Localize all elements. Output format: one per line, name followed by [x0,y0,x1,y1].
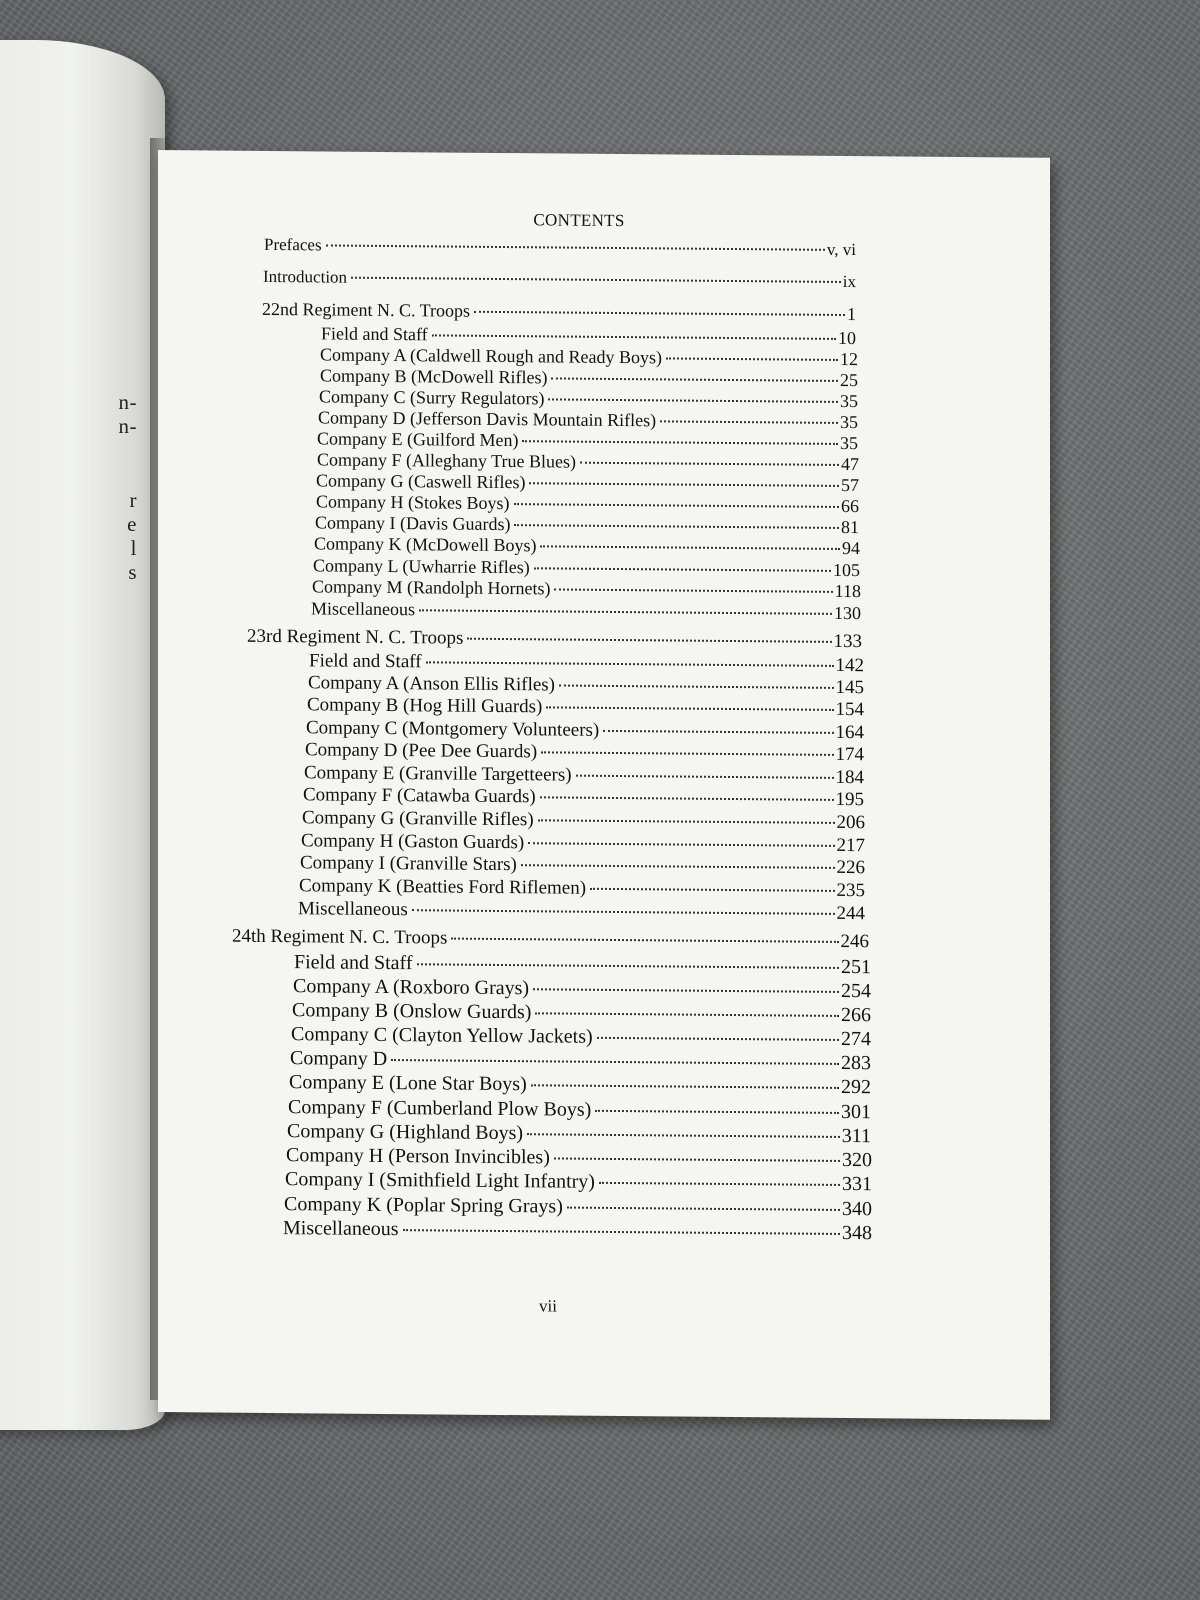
dot-leader [533,988,839,993]
toc-entry-label: Company I (Granville Stars) [300,852,517,876]
dot-leader [535,1012,839,1017]
toc-entry-label: Company F (Cumberland Plow Boys) [288,1096,592,1121]
toc-entry-label: Company H (Person Invincibles) [286,1144,550,1169]
toc-entry-label: Miscellaneous [298,898,408,921]
left-page-text: n- [118,414,137,438]
dot-leader [541,751,833,756]
toc-entry-label: Field and Staff [309,650,422,673]
toc-regiment-entry [262,299,856,325]
toc-entry-page: 320 [842,1148,872,1172]
dot-leader [391,1059,839,1065]
toc-entry-page: 340 [842,1197,872,1221]
toc-entry [283,1217,872,1245]
dot-leader [567,1207,840,1211]
toc-entry-page: 195 [835,788,864,811]
toc-section-entry [263,267,856,292]
left-page-text: n- [118,390,137,414]
toc-entry-page: 331 [842,1172,872,1196]
toc-entry-page: 164 [835,721,864,744]
dot-leader [554,588,832,592]
dot-leader [531,1084,839,1089]
toc-entry-page: 274 [841,1027,871,1051]
toc-entry-label: Company H (Stokes Boys) [316,491,510,514]
toc-entry-page: 145 [835,676,864,699]
toc-entry-page: 206 [836,811,865,834]
left-page-text: e [127,512,137,536]
dot-leader [351,277,841,283]
dot-leader [540,796,834,801]
toc-entry-label: Company K (McDowell Boys) [314,533,537,556]
toc-entry-label: Company L (Uwharrie Rifles) [313,555,530,578]
toc-entry-page: 235 [836,879,865,902]
toc-entry-label: Company I (Davis Guards) [315,512,511,535]
dot-leader [576,775,834,779]
dot-leader [451,938,838,943]
toc-entry-page: 174 [835,743,864,766]
dot-leader [603,730,833,734]
dot-leader [548,398,838,403]
toc-entry [285,1168,872,1196]
toc-entry-label: Company A (Roxboro Grays) [293,975,530,1000]
dot-leader [432,334,836,340]
toc-entry-label: 23rd Regiment N. C. Troops [247,625,464,649]
dot-leader [467,638,831,643]
dot-leader [590,888,834,892]
toc-entry-page: 311 [841,1124,871,1148]
toc-entry-label: Field and Staff [294,951,413,975]
toc-entry-label: Company D (Jefferson Davis Mountain Rifles) [318,407,657,431]
toc-entry-label: Company G (Highland Boys) [287,1120,524,1145]
toc-entry-label: Company E (Granville Targetteers) [304,762,572,786]
dot-leader [660,420,838,424]
toc-entry-page: 47 [841,453,859,475]
toc-entry-page: 25 [840,369,858,391]
dot-leader [666,357,838,361]
dot-leader [514,503,840,508]
toc-entry-page: 81 [841,516,859,538]
toc-entry-page: 254 [841,979,871,1003]
dot-leader [403,1229,840,1235]
dot-leader [529,482,839,487]
dot-leader [595,1110,839,1114]
contents-title: CONTENTS [533,210,625,231]
toc-entry-page: 266 [841,1003,871,1027]
dot-leader [527,1133,840,1138]
toc-entry-label: Company F (Catawba Guards) [303,784,536,808]
toc-entry-label: 24th Regiment N. C. Troops [232,925,448,949]
contents-page [158,150,1050,1420]
dot-leader [412,909,835,915]
toc-entry-page: 246 [840,930,869,953]
toc-entry-page: 94 [842,537,860,559]
toc-entry [289,1071,871,1099]
toc-entry-page: 1 [847,304,856,325]
toc-entry-label: Company D (Pee Dee Guards) [305,739,538,763]
toc-entry [311,598,861,624]
toc-entry-page: 226 [836,856,865,879]
toc-regiment-entry [247,626,862,653]
toc-entry-label: Company E (Guilford Men) [317,428,519,451]
dot-leader [551,377,838,382]
toc-entry-label: Company G (Granville Rifles) [302,807,534,831]
toc-entry-page: v, vi [826,239,856,260]
toc-entry-page: 105 [833,559,860,581]
dot-leader [417,963,839,969]
toc-entry-page: 184 [835,766,864,789]
dot-leader [538,819,835,824]
toc-entry-label: Company F (Alleghany True Blues) [317,449,576,472]
toc-entry-label: Company C (Surry Regulators) [319,386,545,409]
dot-leader [580,462,839,466]
toc-entry-page: 118 [834,580,861,602]
table-of-contents [158,150,1050,1420]
toc-entry-page: ix [842,271,856,292]
left-page-text: s [128,560,137,584]
dot-leader [326,244,825,250]
dot-leader [528,842,834,847]
toc-entry-label: Company I (Smithfield Light Infantry) [285,1168,595,1193]
toc-entry-label: Company C (Montgomery Volunteers) [306,717,600,741]
left-page-text: r [129,488,137,512]
toc-entry-label: Company B (Onslow Guards) [292,999,532,1024]
toc-entry-label: Miscellaneous [283,1217,399,1241]
dot-leader [419,609,832,615]
dot-leader [426,661,834,667]
toc-entry-label: Miscellaneous [311,598,415,620]
toc-entry-label: Introduction [263,266,348,287]
toc-entry-page: 154 [835,698,864,721]
toc-section-entry [264,235,856,260]
dot-leader [540,545,840,550]
toc-entry-label: 22nd Regiment N. C. Troops [262,298,471,321]
toc-entry-label: Company A (Caldwell Rough and Ready Boys) [320,344,662,368]
toc-entry-page: 217 [836,834,865,857]
toc-entry-label: Company A (Anson Ellis Rifles) [308,672,555,696]
toc-entry-page: 66 [841,495,859,517]
toc-entry-label: Company K (Beatties Ford Riflemen) [299,875,587,899]
toc-entry-label: Company D [290,1047,388,1071]
toc-entry-page: 292 [841,1075,871,1099]
toc-entry-page: 283 [841,1051,871,1075]
toc-entry-label: Company K (Poplar Spring Grays) [284,1193,563,1218]
dot-leader [534,567,831,572]
dot-leader [546,706,833,711]
toc-entry-page: 12 [840,348,858,370]
toc-entry-page: 348 [842,1221,872,1245]
left-page-text: l [130,536,137,560]
toc-entry-page: 251 [841,955,871,979]
left-page [0,40,165,1430]
dot-leader [559,684,834,688]
toc-regiment-entry [232,926,869,954]
toc-entry-page: 10 [838,327,856,349]
toc-entry-page: 130 [834,602,861,624]
dot-leader [522,440,838,445]
dot-leader [599,1182,840,1186]
toc-entry-label: Company M (Randolph Hornets) [312,576,551,599]
toc-entry-label: Company B (Hog Hill Guards) [307,694,543,718]
toc-entry-page: 244 [836,902,865,925]
dot-leader [514,524,839,529]
toc-entry-page: 35 [840,411,858,433]
page-number: vii [539,1296,557,1316]
dot-leader [521,864,835,869]
toc-entry-label: Company C (Clayton Yellow Jackets) [291,1023,593,1048]
toc-entry-label: Prefaces [264,234,322,255]
toc-entry-label: Company E (Lone Star Boys) [289,1071,527,1096]
toc-entry-page: 35 [840,390,858,412]
toc-entry-page: 35 [840,432,858,454]
toc-entry-label: Company B (McDowell Rifles) [320,365,548,388]
dot-leader [554,1157,840,1161]
toc-entry-page: 301 [841,1100,871,1124]
dot-leader [597,1037,839,1041]
toc-entry-label: Company H (Gaston Guards) [301,830,525,854]
toc-entry-page: 142 [835,654,864,677]
toc-entry-label: Company G (Caswell Rifles) [316,470,526,493]
toc-entry-page: 57 [841,474,859,496]
toc-entry-label: Field and Staff [321,323,428,345]
toc-entry [298,898,865,925]
dot-leader [474,311,845,316]
toc-entry-page: 133 [833,630,862,653]
